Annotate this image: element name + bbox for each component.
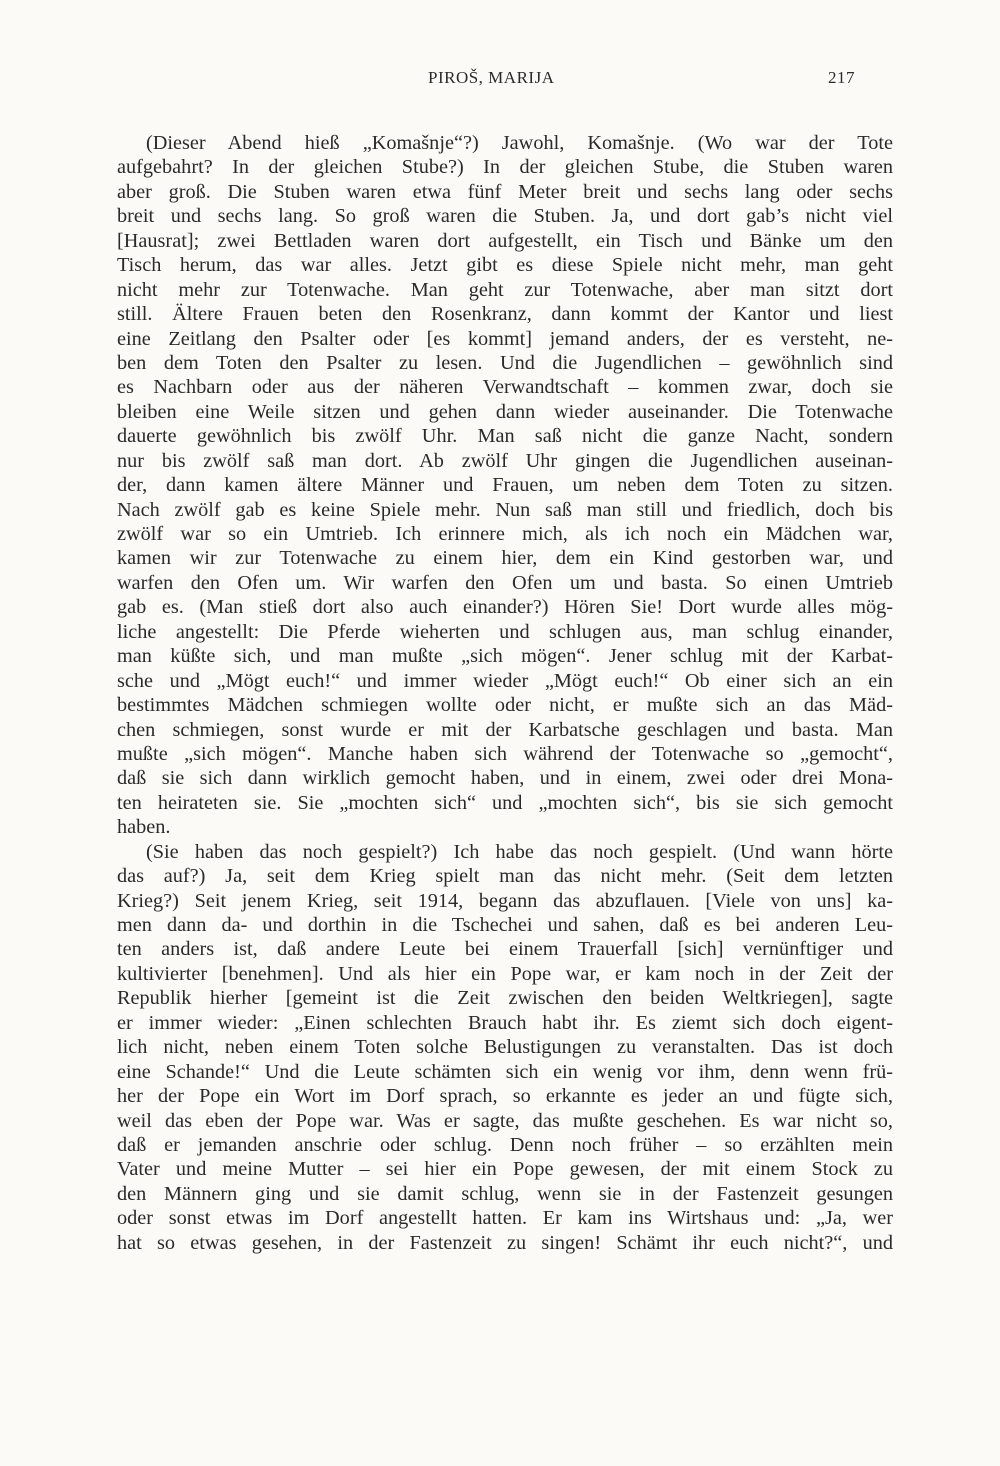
text-line: daß sie sich dann wirklich gemocht haben, und in einem, zwei oder drei Mona- <box>117 767 893 790</box>
text-line: ten anders ist, daß andere Leute bei einem Trauerfall [sich] vernünftiger und <box>117 938 893 961</box>
text-line: chen schmiegen, sonst wurde er mit der Karbatsche geschlagen und basta. Man <box>117 718 893 741</box>
text-line: weil das eben der Pope war. Was er sagte, das mußte geschehen. Es war nicht so, <box>117 1109 893 1132</box>
text-line: [Hausrat]; zwei Bettladen waren dort aufgestellt, ein Tisch und Bänke um den <box>117 229 893 252</box>
text-line: es Nachbarn oder aus der näheren Verwandtschaft – kommen zwar, doch sie <box>117 376 893 399</box>
text-line: eine Schande!“ Und die Leute schämten sich ein wenig vor ihm, denn wenn frü- <box>117 1060 893 1083</box>
text-line: aber groß. Die Stuben waren etwa fünf Meter breit und sechs lang oder sechs <box>117 180 893 203</box>
text-line: aufgebahrt? In der gleichen Stube?) In der gleichen Stube, die Stuben waren <box>117 156 893 179</box>
text-line: gab es. (Man stieß dort also auch einander?) Hören Sie! Dort wurde alles mög- <box>117 596 893 619</box>
text-line: eine Zeitlang den Psalter oder [es kommt] jemand anders, der es versteht, ne- <box>117 327 893 350</box>
text-line: hat so etwas gesehen, in der Fastenzeit zu singen! Schämt ihr euch nicht?“, und <box>117 1231 893 1254</box>
text-line: liche angestellt: Die Pferde wieherten und schlugen aus, man schlug einander, <box>117 620 893 643</box>
text-line: warfen den Ofen um. Wir warfen den Ofen um und basta. So einen Umtrieb <box>117 571 893 594</box>
text-line: Republik hierher [gemeint ist die Zeit zwischen den beiden Weltkriegen], sagte <box>117 987 893 1010</box>
text-line: oder sonst etwas im Dorf angestellt hatten. Er kam ins Wirtshaus und: „Ja, wer <box>117 1207 893 1230</box>
text-line: der, dann kamen ältere Männer und Frauen, um neben dem Toten zu sitzen. <box>117 474 893 497</box>
text-line: sche und „Mögt euch!“ und immer wieder „Mögt euch!“ Ob einer sich an ein <box>117 669 893 692</box>
text-line: bleiben eine Weile sitzen und gehen dann wieder auseinander. Die Totenwache <box>117 400 893 423</box>
text-line: men dann da- und dorthin in die Tschechei und sahen, daß es bei anderen Leu- <box>117 914 893 936</box>
page-number: 217 <box>828 68 855 87</box>
text-line: ben dem Toten den Psalter zu lesen. Und die Jugendlichen – gewöhnlich sind <box>117 351 893 374</box>
text-line: zwölf war so ein Umtrieb. Ich erinnere mich, als ich noch ein Mädchen war, <box>117 523 893 545</box>
text-line: Krieg?) Seit jenem Krieg, seit 1914, begann das abzuflauen. [Viele von uns] ka- <box>117 889 893 912</box>
text-line: er immer wieder: „Einen schlechten Brauch habt ihr. Es ziemt sich doch eigent- <box>117 1011 893 1034</box>
body-text <box>117 131 893 1255</box>
text-line: breit und sechs lang. So groß waren die Stuben. Ja, und dort gab’s nicht viel <box>117 205 893 228</box>
text-line: Nach zwölf gab es keine Spiele mehr. Nun saß man still und friedlich, doch bis <box>117 498 893 521</box>
text-line: Tisch herum, das war alles. Jetzt gibt es diese Spiele nicht mehr, man geht <box>117 254 893 277</box>
text-line: still. Ältere Frauen beten den Rosenkranz, dann kommt der Kantor und liest <box>117 303 893 326</box>
text-line: mußte „sich mögen“. Manche haben sich während der Totenwache so „gemocht“, <box>117 742 893 765</box>
text-line: lich nicht, neben einem Toten solche Belustigungen zu veranstalten. Das ist doch <box>117 1036 893 1059</box>
text-line: (Sie haben das noch gespielt?) Ich habe das noch gespielt. (Und wann hörte <box>146 840 893 863</box>
text-line: haben. <box>117 816 171 839</box>
running-title: PIROŠ, MARIJA <box>428 68 555 87</box>
text-line: ten heirateten sie. Sie „mochten sich“ und „mochten sich“, bis sie sich gemocht <box>117 791 893 814</box>
text-line: bestimmtes Mädchen schmiegen wollte oder nicht, er mußte sich an das Mäd- <box>117 694 893 717</box>
text-line: kultivierter [benehmen]. Und als hier ein Pope war, er kam noch in der Zeit der <box>117 962 893 985</box>
text-line: dauerte gewöhnlich bis zwölf Uhr. Man saß nicht die ganze Nacht, sondern <box>117 425 893 448</box>
text-line: (Dieser Abend hieß „Komašnje“?) Jawohl, Komašnje. (Wo war der Tote <box>146 132 893 154</box>
text-line: Vater und meine Mutter – sei hier ein Pope gewesen, der mit einem Stock zu <box>117 1158 893 1181</box>
text-line: her der Pope ein Wort im Dorf sprach, so erkannte es jeder an und fügte sich, <box>117 1085 893 1108</box>
text-line: daß er jemanden anschrie oder schlug. Denn noch früher – so erzählten mein <box>117 1133 893 1156</box>
running-head <box>0 68 1000 92</box>
text-line: das auf?) Ja, seit dem Krieg spielt man das nicht mehr. (Seit dem letzten <box>117 865 893 888</box>
text-line: nur bis zwölf saß man dort. Ab zwölf Uhr gingen die Jugendlichen auseinan- <box>117 449 893 472</box>
text-line: den Männern ging und sie damit schlug, wenn sie in der Fastenzeit gesungen <box>117 1182 893 1205</box>
text-line: nicht mehr zur Totenwache. Man geht zur Totenwache, aber man sitzt dort <box>117 278 893 301</box>
text-line: kamen wir zur Totenwache zu einem hier, dem ein Kind gestorben war, und <box>117 547 893 570</box>
text-line: man küßte sich, und man mußte „sich mögen“. Jener schlug mit der Karbat- <box>117 645 893 668</box>
